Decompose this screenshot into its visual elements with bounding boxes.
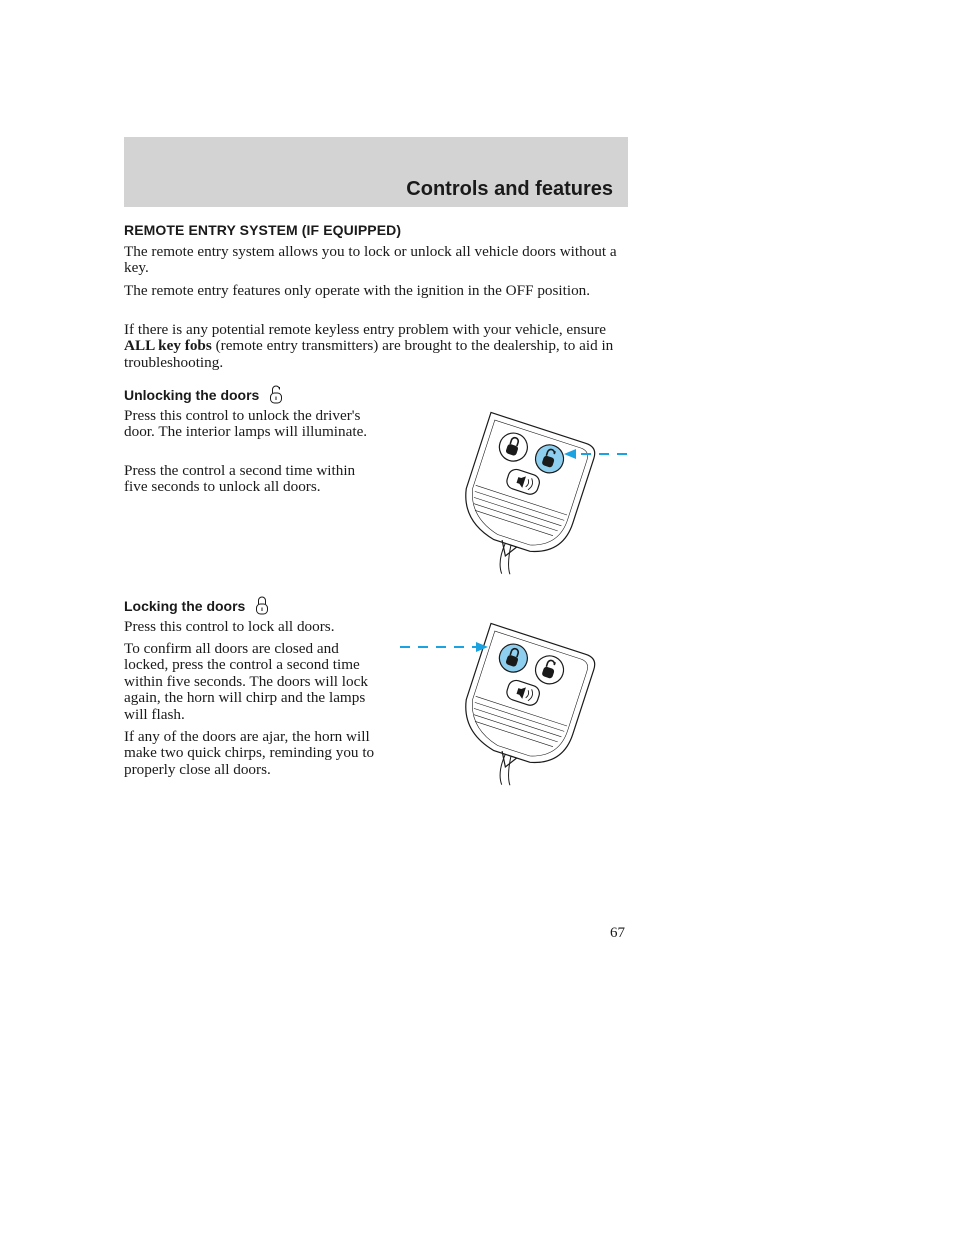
locking-paragraph-2: To confirm all doors are closed and locked, press the control a second time within five seconds. The doors will lock again, the horn will chirp and the lamps will flash. xyxy=(124,640,368,723)
intro-paragraph-2: The remote entry features only operate with the ignition in the OFF position. xyxy=(124,282,591,299)
header-bar xyxy=(124,137,628,207)
page-number: 67 xyxy=(610,925,625,941)
page-header-title: Controls and features xyxy=(406,178,613,200)
intro-p3-text-a: If there is any potential remote keyless entry problem with your vehicle, ensure xyxy=(124,321,607,338)
intro-p3-text-b: (remote entry transmitters) are brought to the dealership, to aid in troubleshooting. xyxy=(124,337,614,371)
locking-paragraph-3: If any of the doors are ajar, the horn will make two quick chirps, reminding you to properly close all doors. xyxy=(124,728,375,778)
locking-heading-text: Locking the doors xyxy=(124,598,246,614)
intro-paragraph-3 xyxy=(124,322,629,371)
section-heading: REMOTE ENTRY SYSTEM (IF EQUIPPED) xyxy=(124,222,402,238)
lock-icon xyxy=(255,595,269,618)
unlock-icon xyxy=(269,384,283,407)
key-fob-lock-illustration xyxy=(396,616,596,791)
intro-p3-bold: ALL key fobs xyxy=(124,337,212,355)
unlocking-paragraph-1: Press this control to unlock the driver's door. The interior lamps will illuminate. xyxy=(124,407,368,441)
locking-paragraph-1: Press this control to lock all doors. xyxy=(124,618,335,635)
intro-paragraph-1: The remote entry system allows you to lock or unlock all vehicle doors without a key. xyxy=(124,243,617,277)
locking-heading xyxy=(124,595,269,618)
unlocking-paragraph-2: Press the control a second time within five seconds to unlock all doors. xyxy=(124,462,356,496)
unlocking-heading xyxy=(124,384,283,407)
key-fob-unlock-illustration xyxy=(440,405,632,580)
unlocking-heading-text: Unlocking the doors xyxy=(124,387,260,403)
